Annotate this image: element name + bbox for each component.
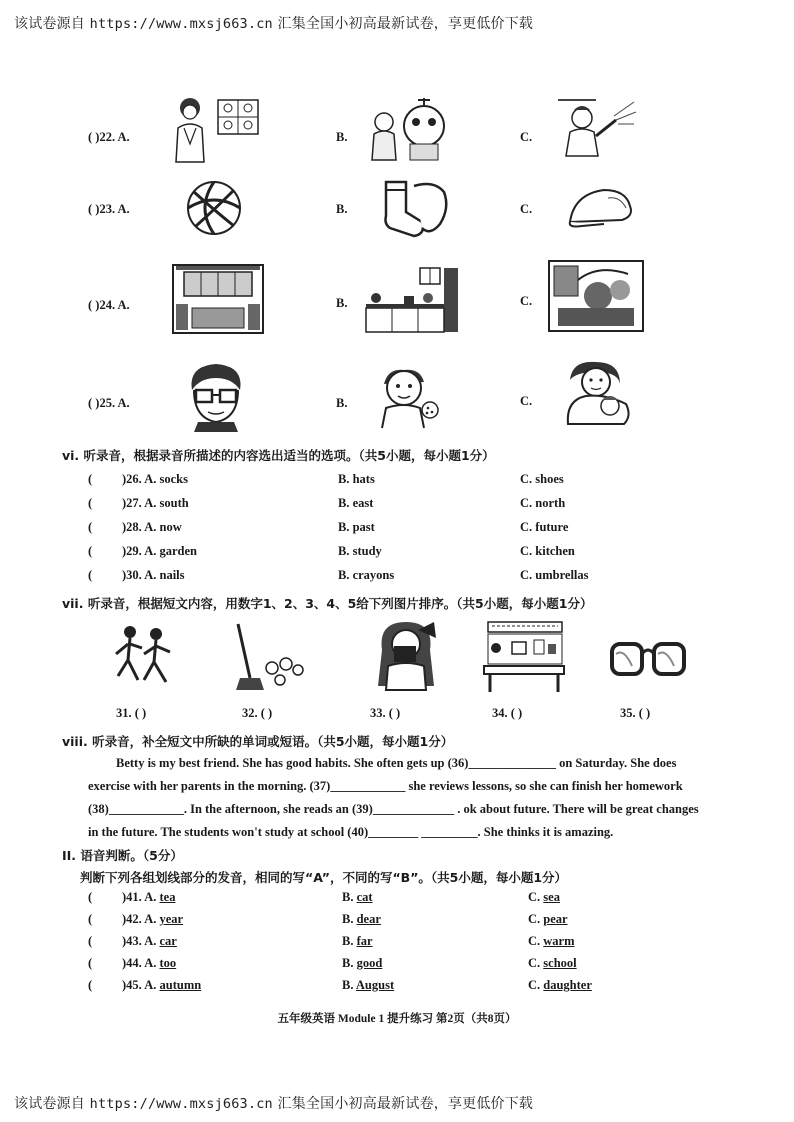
sequence-label-35[interactable]: 35. ( ) <box>620 706 651 720</box>
option-c-prefix: C. <box>528 890 544 904</box>
option-b-prefix: B. <box>342 890 357 904</box>
sunglasses-picture <box>610 636 686 689</box>
sequence-labels <box>0 706 794 726</box>
question-26 <box>88 472 788 492</box>
option-b-prefix: B. <box>342 956 357 970</box>
option-c: C. north <box>520 496 566 510</box>
boy-with-flashlight-picture <box>556 98 636 163</box>
answer-paren[interactable]: ( <box>88 890 93 904</box>
question-30 <box>88 568 788 588</box>
question-number: ( )22. A. <box>88 130 130 144</box>
banner-suffix: 汇集全国小初高最新试卷，享更低价下载 <box>277 1096 534 1112</box>
option-c-prefix: C. <box>528 934 544 948</box>
passage-line-3: (38)____________. In the afternoon, she reads an (39)_____________ . ok about future. There will be great changes <box>88 802 699 816</box>
sequence-label-33[interactable]: 33. ( ) <box>370 706 401 720</box>
answer-paren[interactable]: ( <box>88 496 93 510</box>
sequence-pictures <box>0 620 794 700</box>
option-c-word: daughter <box>543 978 592 992</box>
option-c-word: pear <box>543 912 568 926</box>
option-a-prefix: )42. A. <box>122 912 160 926</box>
option-c-label: C. <box>520 130 533 144</box>
option-a: )30. A. nails <box>122 568 185 582</box>
question-45 <box>88 978 788 998</box>
option-b-label: B. <box>336 130 348 144</box>
option-a: )29. A. garden <box>122 544 197 558</box>
ball-picture <box>186 180 242 241</box>
option-a-word: autumn <box>159 978 202 992</box>
picture-question-22 <box>0 92 794 172</box>
fill-in-passage <box>88 752 748 844</box>
living-room-picture <box>548 260 644 337</box>
option-c: C. shoes <box>520 472 564 486</box>
option-a-prefix: )44. A. <box>122 956 160 970</box>
page-footer: 五年级英语 Module 1 提升练习 第2页（共8页） <box>277 1013 517 1025</box>
kitchen-picture <box>364 264 460 339</box>
question-number: ( )25. A. <box>88 396 130 410</box>
socks-picture <box>378 178 450 245</box>
running-people-picture <box>112 624 176 693</box>
question-29 <box>88 544 788 564</box>
option-b: B. study <box>338 544 382 558</box>
sweeping-broom-picture <box>228 622 308 697</box>
option-c-label: C. <box>520 294 533 308</box>
option-c-word: warm <box>543 934 575 948</box>
option-c-prefix: C. <box>528 956 544 970</box>
banner-url[interactable]: https://www.mxsj663.cn <box>89 16 273 32</box>
question-27 <box>88 496 788 516</box>
option-a-word: tea <box>159 890 176 904</box>
section-6-title: vi. 听录音，根据录音所描述的内容选出适当的选项。（共5小题，每小题1分） <box>62 448 495 463</box>
passage-line-1: Betty is my best friend. She has good habits. She often gets up (36)______________ on Saturday. She does <box>116 756 677 770</box>
answer-paren[interactable]: ( <box>88 934 93 948</box>
question-41 <box>88 890 788 910</box>
option-c: C. kitchen <box>520 544 575 558</box>
option-b-prefix: B. <box>342 978 356 992</box>
question-number: ( )23. A. <box>88 202 130 216</box>
question-28 <box>88 520 788 540</box>
answer-paren[interactable]: ( <box>88 956 93 970</box>
option-b-word: August <box>355 978 395 992</box>
option-c-label: C. <box>520 394 533 408</box>
passage-line-2: exercise with her parents in the morning. (37)____________ she reviews lessons, so she can finish her homework <box>88 779 683 793</box>
sequence-label-34[interactable]: 34. ( ) <box>492 706 523 720</box>
boy-with-cookie-picture <box>374 364 442 435</box>
picture-question-24 <box>0 258 794 338</box>
option-a-word: car <box>159 934 177 948</box>
option-b-label: B. <box>336 296 348 310</box>
answer-paren[interactable]: ( <box>88 544 93 558</box>
classroom-desk-picture <box>484 620 564 697</box>
option-b-label: B. <box>336 396 348 410</box>
cap-picture <box>564 186 638 235</box>
option-a: )28. A. now <box>122 520 182 534</box>
source-banner-bottom <box>14 1093 533 1113</box>
option-c-word: school <box>543 956 577 970</box>
teacher-with-cards-picture <box>168 94 260 169</box>
picture-question-25 <box>0 358 794 438</box>
option-a: )27. A. south <box>122 496 189 510</box>
man-with-glasses-picture <box>184 360 248 437</box>
answer-paren[interactable]: ( <box>88 568 93 582</box>
question-number: ( )24. A. <box>88 298 130 312</box>
option-a-prefix: )45. A. <box>122 978 160 992</box>
option-b: B. crayons <box>338 568 395 582</box>
option-c-word: sea <box>543 890 560 904</box>
option-b-prefix: B. <box>342 912 357 926</box>
option-c-label: C. <box>520 202 533 216</box>
source-banner-top <box>14 13 533 33</box>
section-8-title: viii. 听录音，补全短文中所缺的单词或短语。（共5小题，每小题1分） <box>62 734 454 749</box>
banner-url[interactable]: https://www.mxsj663.cn <box>89 1096 273 1112</box>
question-42 <box>88 912 788 932</box>
option-a-word: year <box>159 912 184 926</box>
sequence-label-31[interactable]: 31. ( ) <box>116 706 147 720</box>
sequence-label-32[interactable]: 32. ( ) <box>242 706 273 720</box>
passage-line-4: in the future. The students won't study at school (40)________ _________. She thinks it is amazing. <box>88 825 614 839</box>
robot-picture <box>364 96 460 167</box>
option-b-word: good <box>356 956 383 970</box>
option-a-prefix: )43. A. <box>122 934 160 948</box>
option-b-word: far <box>356 934 373 948</box>
banner-prefix: 该试卷源自 <box>14 1096 85 1112</box>
picture-question-23 <box>0 172 794 252</box>
option-b: B. past <box>338 520 375 534</box>
girl-reading-picture <box>374 620 438 697</box>
option-a-prefix: )41. A. <box>122 890 160 904</box>
option-b-word: dear <box>356 912 381 926</box>
option-c-prefix: C. <box>528 978 544 992</box>
option-a: )26. A. socks <box>122 472 188 486</box>
question-43 <box>88 934 788 954</box>
section-ii-title: II. 语音判断。（5分） <box>62 848 183 863</box>
option-b: B. hats <box>338 472 375 486</box>
answer-paren[interactable]: ( <box>88 912 93 926</box>
option-a-word: too <box>159 956 177 970</box>
option-b: B. east <box>338 496 374 510</box>
bedroom-picture <box>172 264 264 339</box>
mother-holding-baby-picture <box>562 360 634 431</box>
answer-paren[interactable]: ( <box>88 472 93 486</box>
banner-suffix: 汇集全国小初高最新试卷，享更低价下载 <box>277 16 534 32</box>
banner-prefix: 该试卷源自 <box>14 16 85 32</box>
option-b-label: B. <box>336 202 348 216</box>
option-b-prefix: B. <box>342 934 357 948</box>
section-ii-instruction: 判断下列各组划线部分的发音，相同的写“A”，不同的写“B”。（共5小题，每小题1分） <box>80 870 568 885</box>
answer-paren[interactable]: ( <box>88 978 93 992</box>
option-c: C. umbrellas <box>520 568 589 582</box>
question-44 <box>88 956 788 976</box>
answer-paren[interactable]: ( <box>88 520 93 534</box>
option-b-word: cat <box>356 890 373 904</box>
option-c-prefix: C. <box>528 912 544 926</box>
section-7-title: vii. 听录音，根据短文内容，用数字1、2、3、4、5给下列图片排序。（共5小题，每小题1分） <box>62 596 593 611</box>
option-c: C. future <box>520 520 569 534</box>
